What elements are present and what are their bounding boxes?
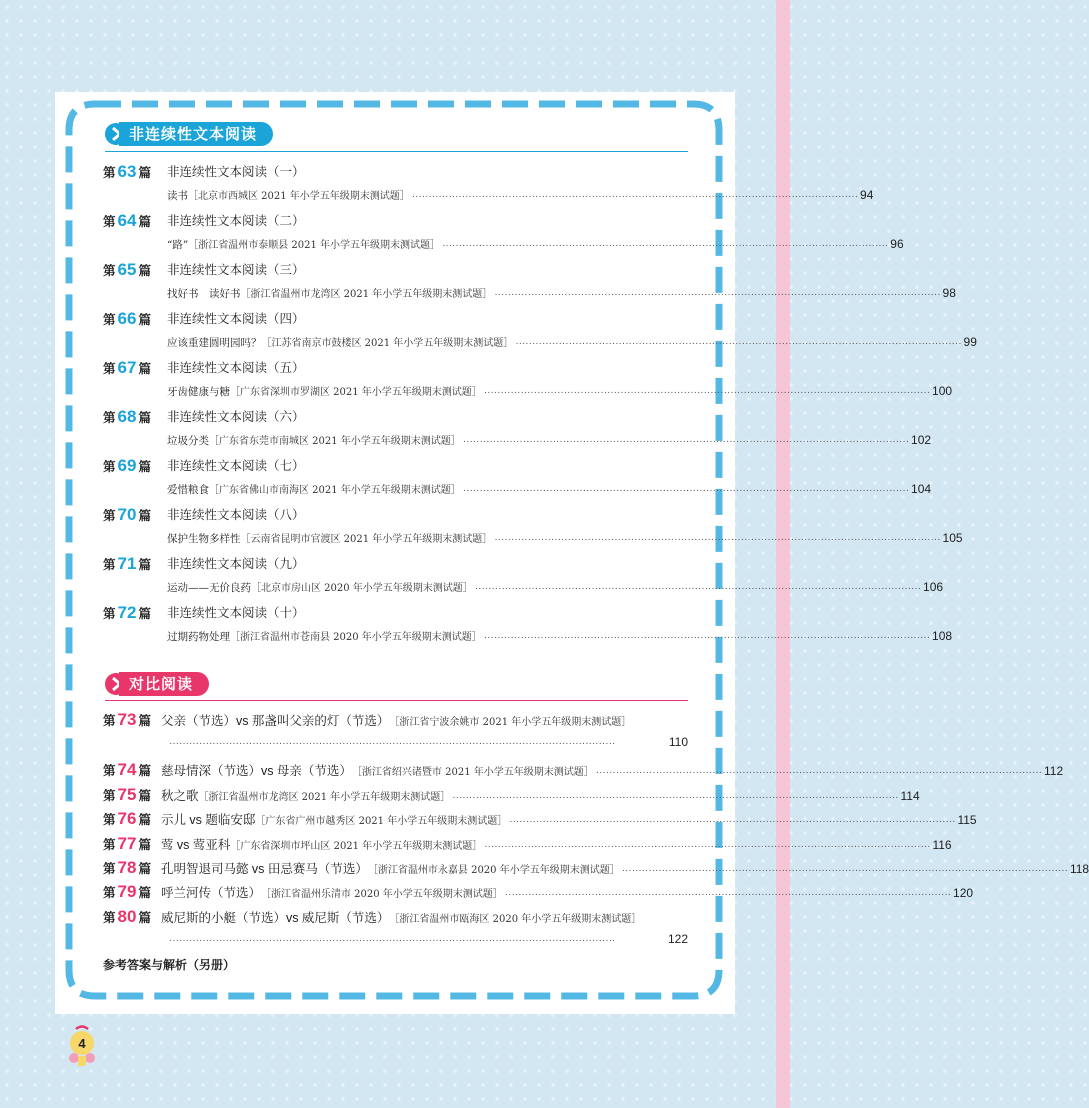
article-title: 过期药物处理 xyxy=(167,631,230,643)
dot-leader: ······································································································································ xyxy=(442,240,889,251)
section-header-comparative xyxy=(105,672,695,696)
entry-number: 第 68 篇 xyxy=(103,407,151,426)
section-title: 非连续性文本阅读 xyxy=(119,122,273,146)
entry-number: 第 64 篇 xyxy=(103,211,151,230)
toc-entry[interactable] xyxy=(103,603,953,650)
toc-entry[interactable] xyxy=(103,211,904,258)
entry-title: 父亲（节选）vs 那盏叫父亲的灯（节选） xyxy=(160,714,390,728)
article-title: “路” xyxy=(167,239,189,251)
section-header-noncontinuous xyxy=(105,122,695,146)
entry-number: 第 78 篇 xyxy=(103,858,151,877)
page-number: 4 xyxy=(78,1036,86,1051)
source-exam: ［广东省深圳市坪山区 2021 年小学五年级期末测试题］ xyxy=(230,841,483,852)
entry-subline xyxy=(167,530,963,548)
dot-leader: ······································································································································ xyxy=(504,889,952,900)
page-ref: 106 xyxy=(923,580,944,594)
entry-number: 第 79 篇 xyxy=(103,882,151,901)
toc-entry[interactable] xyxy=(103,505,963,552)
toc-entry[interactable] xyxy=(103,162,874,209)
entry-number: 第 74 篇 xyxy=(103,760,151,779)
dot-leader: ······································································································································ xyxy=(474,583,922,594)
entry-number: 第 70 篇 xyxy=(103,505,151,524)
page-ref: 99 xyxy=(963,335,977,349)
source-exam: ［浙江省温州市龙湾区 2021 年小学五年级期末测试题］ xyxy=(240,289,493,300)
source-exam: ［浙江省温州乐清市 2020 年小学五年级期末测试题］ xyxy=(260,889,503,900)
entry-title: 示儿 vs 题临安邸 xyxy=(160,813,256,827)
entry-number: 第 65 篇 xyxy=(103,260,151,279)
dot-leader: ······································································································································ xyxy=(484,841,931,852)
page-ref: 108 xyxy=(932,629,953,643)
toc-entry[interactable] xyxy=(103,456,932,503)
entry-title: 非连续性文本阅读（九） xyxy=(167,557,305,571)
dot-leader: ······································································································································ xyxy=(452,792,899,803)
source-exam: ［浙江省绍兴诸暨市 2021 年小学五年级期末测试题］ xyxy=(351,767,594,778)
page-ref: 118 xyxy=(1069,862,1089,876)
entry-title: 非连续性文本阅读（五） xyxy=(167,361,305,375)
entry-continuation xyxy=(167,733,688,753)
entry-title: 非连续性文本阅读（二） xyxy=(167,214,305,228)
toc-entry[interactable] xyxy=(103,760,1064,782)
article-title: 保护生物多样性 xyxy=(167,533,241,545)
dot-leader: ······································································································································ xyxy=(595,767,1042,778)
dot-leader: ······································································································································ xyxy=(621,865,1068,876)
toc-entry[interactable] xyxy=(103,858,1089,880)
dot-leader: ······································································································································ xyxy=(169,738,616,749)
entry-title: 孔明智退司马懿 vs 田忌赛马（节选） xyxy=(160,862,368,876)
entry-title: 非连续性文本阅读（十） xyxy=(167,606,305,620)
section-rule xyxy=(105,151,688,152)
page-ref: 98 xyxy=(942,286,956,300)
toc-entry[interactable] xyxy=(103,309,977,356)
entry-subline xyxy=(167,187,874,205)
article-title: 运动——无价良药 xyxy=(167,582,251,594)
entry-title: 秋之歌 xyxy=(160,789,199,803)
dot-leader: ······································································································································ xyxy=(483,387,931,398)
article-title: 读书 xyxy=(167,190,188,202)
toc-entry[interactable] xyxy=(103,358,953,405)
entry-subline xyxy=(167,236,904,254)
article-title: 应该重建圆明园吗？ xyxy=(167,337,262,349)
dot-leader: ······································································································································ xyxy=(462,485,910,496)
entry-title: 非连续性文本阅读（一） xyxy=(167,165,305,179)
page-ref: 102 xyxy=(911,433,932,447)
page-ref: 122 xyxy=(667,932,688,946)
source-exam: ［云南省昆明市官渡区 2021 年小学五年级期末测试题］ xyxy=(240,534,493,545)
entry-number: 第 73 篇 xyxy=(103,710,151,729)
entry-continuation xyxy=(167,930,688,950)
source-exam: ［江苏省南京市鼓楼区 2021 年小学五年级期末测试题］ xyxy=(261,338,514,349)
entry-number: 第 66 篇 xyxy=(103,309,151,328)
dot-leader: ······································································································································ xyxy=(483,632,931,643)
entry-title: 非连续性文本阅读（七） xyxy=(167,459,305,473)
entry-subline xyxy=(167,628,953,646)
dot-leader: ······································································································································ xyxy=(411,191,859,202)
page-ref: 115 xyxy=(957,813,977,827)
page-ref: 112 xyxy=(1043,764,1064,778)
entry-number: 第 67 篇 xyxy=(103,358,151,377)
page-ref: 100 xyxy=(932,384,953,398)
entry-number: 第 71 篇 xyxy=(103,554,151,573)
source-exam: ［广东省广州市越秀区 2021 年小学五年级期末测试题］ xyxy=(255,816,508,827)
page-number-badge xyxy=(66,1024,98,1070)
source-exam: ［浙江省温州市瓯海区 2020 年小学五年级期末测试题］ xyxy=(389,914,642,925)
source-exam: ［北京市房山区 2020 年小学五年级期末测试题］ xyxy=(251,583,473,594)
entry-number: 第 69 篇 xyxy=(103,456,151,475)
answer-key-note: 参考答案与解析（另册） xyxy=(103,958,236,972)
article-title: 垃圾分类 xyxy=(167,435,209,447)
article-title: 牙齿健康与糖 xyxy=(167,386,230,398)
entry-subline xyxy=(167,383,953,401)
section-title: 对比阅读 xyxy=(119,672,209,696)
page-ref: 94 xyxy=(860,188,874,202)
entry-title: 慈母情深（节选）vs 母亲（节选） xyxy=(160,764,352,778)
source-exam: ［广东省东莞市南城区 2021 年小学五年级期末测试题］ xyxy=(209,436,461,447)
entry-title: 威尼斯的小艇（节选）vs 威尼斯（节选） xyxy=(160,911,390,925)
entry-subline xyxy=(167,579,944,597)
toc-entry[interactable] xyxy=(103,908,688,929)
page-ref: 110 xyxy=(668,735,688,749)
entry-title: 非连续性文本阅读（八） xyxy=(167,508,305,522)
entry-subline xyxy=(167,481,932,499)
source-exam: ［广东省深圳市罗湖区 2021 年小学五年级期末测试题］ xyxy=(230,387,482,398)
source-exam: ［浙江省温州市龙湾区 2021 年小学五年级期末测试题］ xyxy=(198,792,451,803)
article-title: 爱惜粮食 xyxy=(167,484,209,496)
entry-title: 呼兰河传（节选） xyxy=(160,886,261,900)
entry-number: 第 77 篇 xyxy=(103,834,151,853)
toc-entry[interactable] xyxy=(103,407,932,454)
source-exam: ［浙江省宁波余姚市 2021 年小学五年级期末测试题］ xyxy=(389,717,632,728)
toc-entry[interactable] xyxy=(103,882,974,904)
entry-number: 第 72 篇 xyxy=(103,603,151,622)
entry-title: 非连续性文本阅读（三） xyxy=(167,263,305,277)
entry-title: 莺 vs 莺亚科 xyxy=(160,838,231,852)
entry-subline xyxy=(167,285,956,303)
toc-entry[interactable] xyxy=(103,711,688,732)
entry-title: 非连续性文本阅读（四） xyxy=(167,312,305,326)
page-ref: 120 xyxy=(953,886,974,900)
page-ref: 96 xyxy=(890,237,904,251)
toc-entry[interactable] xyxy=(103,809,977,831)
entry-number: 第 76 篇 xyxy=(103,809,151,828)
entry-number: 第 63 篇 xyxy=(103,162,151,181)
toc-entry[interactable] xyxy=(103,554,944,601)
toc-entry[interactable] xyxy=(103,834,952,856)
dot-leader: ······································································································································ xyxy=(494,289,941,300)
page-ref: 105 xyxy=(942,531,963,545)
page-ref: 114 xyxy=(900,789,920,803)
source-exam: ［浙江省温州市苍南县 2020 年小学五年级期末测试题］ xyxy=(230,632,482,643)
source-exam: ［浙江省温州市永嘉县 2020 年小学五年级期末测试题］ xyxy=(367,865,620,876)
page-ref: 116 xyxy=(932,838,952,852)
toc-entry[interactable] xyxy=(103,260,956,307)
page-edge-strip xyxy=(776,0,790,1108)
section-rule xyxy=(105,700,688,701)
entry-subline xyxy=(167,334,977,352)
dot-leader: ······································································································································ xyxy=(494,534,941,545)
dot-leader: ······································································································································ xyxy=(509,816,956,827)
article-title: 找好书 读好书 xyxy=(167,288,241,300)
entry-subline xyxy=(167,432,932,450)
entry-number: 第 75 篇 xyxy=(103,785,151,804)
dot-leader: ······································································································································ xyxy=(169,935,616,946)
source-exam: ［广东省佛山市南海区 2021 年小学五年级期末测试题］ xyxy=(209,485,461,496)
entry-number: 第 80 篇 xyxy=(103,907,151,926)
source-exam: ［浙江省温州市泰顺县 2021 年小学五年级期末测试题］ xyxy=(188,240,441,251)
dot-leader: ······································································································································ xyxy=(515,338,962,349)
source-exam: ［北京市西城区 2021 年小学五年级期末测试题］ xyxy=(188,191,410,202)
toc-entry[interactable] xyxy=(103,785,920,807)
entry-title: 非连续性文本阅读（六） xyxy=(167,410,305,424)
dot-leader: ······································································································································ xyxy=(462,436,910,447)
page-ref: 104 xyxy=(911,482,932,496)
